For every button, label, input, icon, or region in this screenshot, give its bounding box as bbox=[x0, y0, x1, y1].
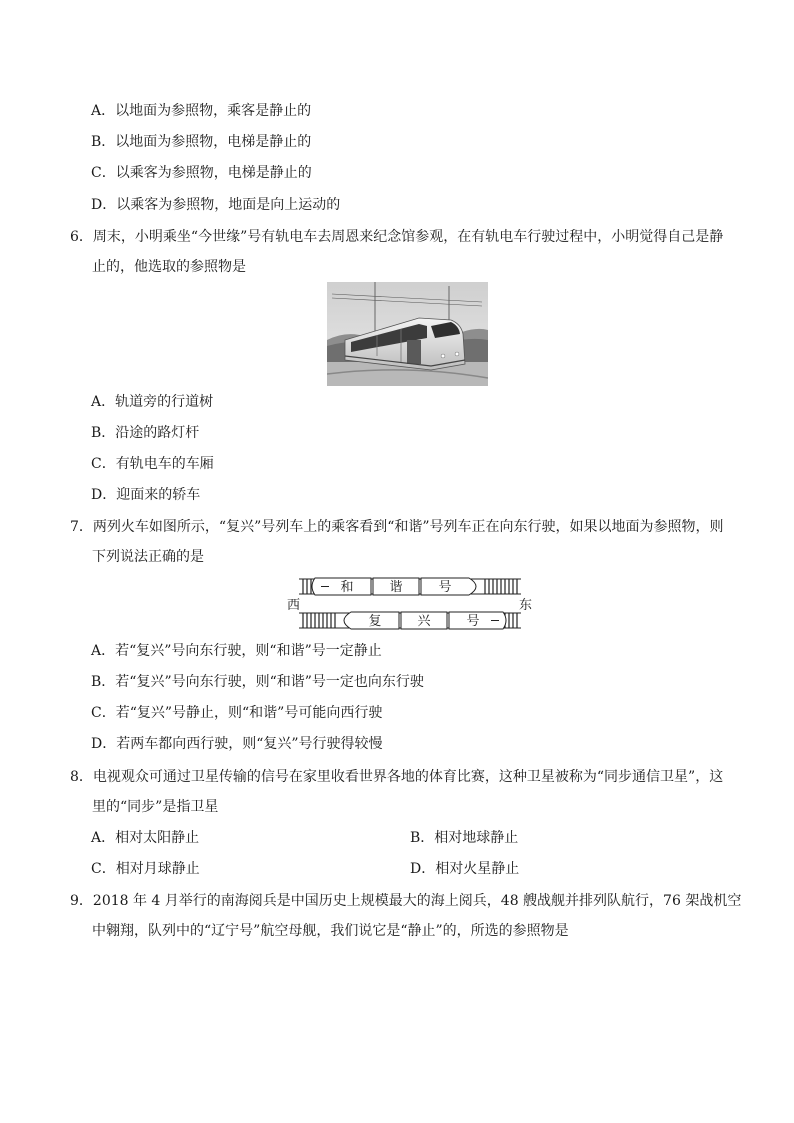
q8-option-c: C．相对月球静止 bbox=[91, 861, 200, 877]
q8-stem-line1: 8．电视观众可通过卫星传输的信号在家里收看世界各地的体育比赛，这种卫星被称为“同步通信卫星”，这 bbox=[70, 769, 724, 785]
q6-option-b: B．沿途的路灯杆 bbox=[91, 425, 200, 441]
west-label: 西 bbox=[287, 598, 301, 613]
q5-option-a: A．以地面为参照物，乘客是静止的 bbox=[91, 103, 312, 119]
top-train-car-2: 谐 bbox=[389, 580, 403, 595]
top-train-car-1: 和 bbox=[340, 580, 354, 595]
q8-stem-line2: 里的“同步”是指卫星 bbox=[92, 799, 219, 815]
q7-option-c: C．若“复兴”号静止，则“和谐”号可能向西行驶 bbox=[91, 705, 383, 721]
q6-stem-line1: 6．周末，小明乘坐“今世缘”号有轨电车去周恩来纪念馆参观，在有轨电车行驶过程中，小明觉得自己是静 bbox=[70, 229, 724, 245]
q5-option-b: B．以地面为参照物，电梯是静止的 bbox=[91, 134, 312, 150]
q6-stem-line2: 止的，他选取的参照物是 bbox=[92, 259, 246, 275]
q7-stem-line1: 7．两列火车如图所示，“复兴”号列车上的乘客看到“和谐”号列车正在向东行驶，如果以地面为参照物，则 bbox=[70, 519, 724, 535]
q6-option-d: D．迎面来的轿车 bbox=[91, 487, 201, 503]
q8-option-d: D．相对火星静止 bbox=[410, 861, 520, 877]
q6-option-c: C．有轨电车的车厢 bbox=[91, 456, 214, 472]
q8-option-a: A．相对太阳静止 bbox=[91, 830, 200, 846]
q7-stem-line2: 下列说法正确的是 bbox=[92, 549, 204, 565]
q9-stem-line2: 中翱翔，队列中的“辽宁号”航空母舰，我们说它是“静止”的，所选的参照物是 bbox=[92, 923, 569, 939]
east-label: 东 bbox=[519, 598, 533, 613]
q7-option-b: B．若“复兴”号向东行驶，则“和谐”号一定也向东行驶 bbox=[91, 674, 424, 690]
tram-photo bbox=[327, 282, 488, 386]
bottom-train-car-2: 兴 bbox=[417, 614, 431, 629]
top-train-car-3: 号 bbox=[438, 580, 452, 595]
q8-option-b: B．相对地球静止 bbox=[410, 830, 519, 846]
q5-option-c: C．以乘客为参照物，电梯是静止的 bbox=[91, 165, 312, 181]
q7-option-d: D．若两车都向西行驶，则“复兴”号行驶得较慢 bbox=[91, 736, 383, 752]
q5-option-d: D．以乘客为参照物，地面是向上运动的 bbox=[91, 197, 341, 213]
q6-option-a: A．轨道旁的行道树 bbox=[91, 394, 214, 410]
trains-diagram bbox=[285, 574, 535, 632]
bottom-train-car-1: 复 bbox=[368, 614, 382, 629]
bottom-train-car-3: 号 bbox=[466, 614, 480, 629]
q7-option-a: A．若“复兴”号向东行驶，则“和谐”号一定静止 bbox=[91, 643, 382, 659]
q9-stem-line1: 9．2018 年 4 月举行的南海阅兵是中国历史上规模最大的海上阅兵，48 艘战舰并排列队航行，76 架战机空 bbox=[70, 893, 742, 909]
